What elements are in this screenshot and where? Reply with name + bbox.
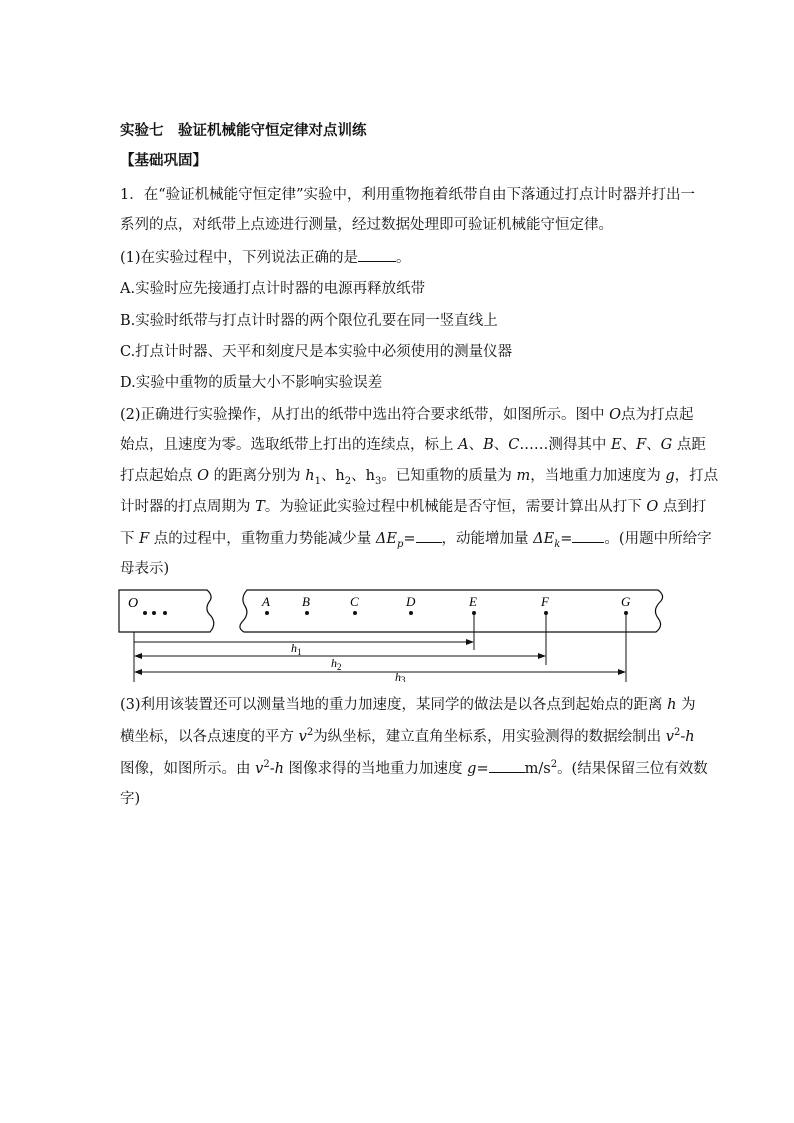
part-2-line-6: 母表示) xyxy=(120,561,170,577)
dot-a xyxy=(265,611,269,615)
h2-label: $h_2$ xyxy=(331,656,342,672)
dot-unlabeled-2 xyxy=(163,611,167,615)
dot-o xyxy=(143,611,147,615)
h3-label: h3 xyxy=(395,670,406,682)
h2-arrowhead-right xyxy=(538,653,546,659)
part-2-line-5: 下 F 点的过程中，重物重力势能减少量 $\Delta E_p=$ ，动能增加量 $\Delta E_k=$ 。(用题中所给字 xyxy=(120,528,680,549)
h1-arrowhead xyxy=(466,639,474,645)
answer-blank-g[interactable] xyxy=(489,758,525,773)
part-2-line-3: 打点起始点 O 的距离分别为 $h_1$、$h_2$、$h_3$。已知重物的质量为 m，当地重力加速度为 g，打点 xyxy=(120,468,719,487)
part-3-line-1: (3)利用该装置还可以测量当地的重力加速度，某同学的做法是以各点到起始点的距离 h 为 xyxy=(120,697,696,713)
part-2-line-4: 计时器的打点周期为 T。为验证此实验过程中机械能是否守恒，需要计算出从打下 O 点到打 xyxy=(120,499,707,515)
dot-d xyxy=(409,611,413,615)
dot-e xyxy=(472,611,476,615)
part-2-line-2: 始点，且速度为零。选取纸带上打出的连续点，标上 A、B、C……测得其中 E、F、G 点距 xyxy=(120,437,706,453)
label-d: D xyxy=(406,594,416,609)
paper-tape-figure xyxy=(114,582,674,682)
option-c: C.打点计时器、天平和刻度尺是本实验中必须使用的测量仪器 xyxy=(120,344,513,360)
part-3-line-4: 字) xyxy=(120,791,141,807)
question-intro-line-1: 1．在“验证机械能守恒定律”实验中，利用重物拖着纸带自由下落通过打点计时器并打出一 xyxy=(120,187,696,203)
h3-arrowhead-right xyxy=(618,669,626,675)
dot-g xyxy=(624,611,628,615)
label-e: E xyxy=(469,594,477,609)
h2-arrowhead-left xyxy=(134,653,142,659)
label-o: O xyxy=(128,596,139,611)
dot-b xyxy=(305,611,309,615)
answer-blank-1[interactable] xyxy=(358,247,396,262)
option-d: D.实验中重物的质量大小不影响实验误差 xyxy=(120,375,383,391)
h1-label: $h_1$ xyxy=(291,641,302,657)
answer-blank-ep[interactable] xyxy=(416,528,442,543)
label-f: F xyxy=(541,594,549,609)
label-b: B xyxy=(302,594,310,609)
h3-arrowhead-left xyxy=(134,669,142,675)
answer-blank-ek[interactable] xyxy=(572,528,604,543)
option-a: A.实验时应先接通打点计时器的电源再释放纸带 xyxy=(120,281,426,297)
section-heading: 【基础巩固】 xyxy=(120,152,207,169)
label-g: G xyxy=(621,594,631,609)
option-b: B.实验时纸带与打点计时器的两个限位孔要在同一竖直线上 xyxy=(120,313,498,329)
dot-unlabeled-1 xyxy=(152,611,156,615)
part-1-prompt: (1)在实验过程中，下列说法正确的是 。 xyxy=(120,247,680,268)
question-intro-line-2: 系列的点，对纸带上点迹进行测量，经过数据处理即可验证机械能守恒定律。 xyxy=(120,217,613,233)
dot-f xyxy=(544,611,548,615)
part-3-line-3: 图像，如图所示。由 $v^2-h$ 图像求得的当地重力加速度 $g= m/s^2$。(结果保留三位有效数 xyxy=(120,759,708,777)
label-a: A xyxy=(262,594,270,609)
label-c: C xyxy=(350,594,359,609)
part-3-line-2: 横坐标，以各点速度的平方 $v^2$为纵坐标，建立直角坐标系，用实验测得的数据绘制出 $v^2-h$ xyxy=(120,727,695,745)
part-2-line-1: (2)正确进行实验操作，从打出的纸带中选出符合要求纸带，如图所示。图中 O点为打点起 xyxy=(120,407,694,423)
dot-c xyxy=(353,611,357,615)
document-title: 实验七 验证机械能守恒定律对点训练 xyxy=(120,122,367,139)
